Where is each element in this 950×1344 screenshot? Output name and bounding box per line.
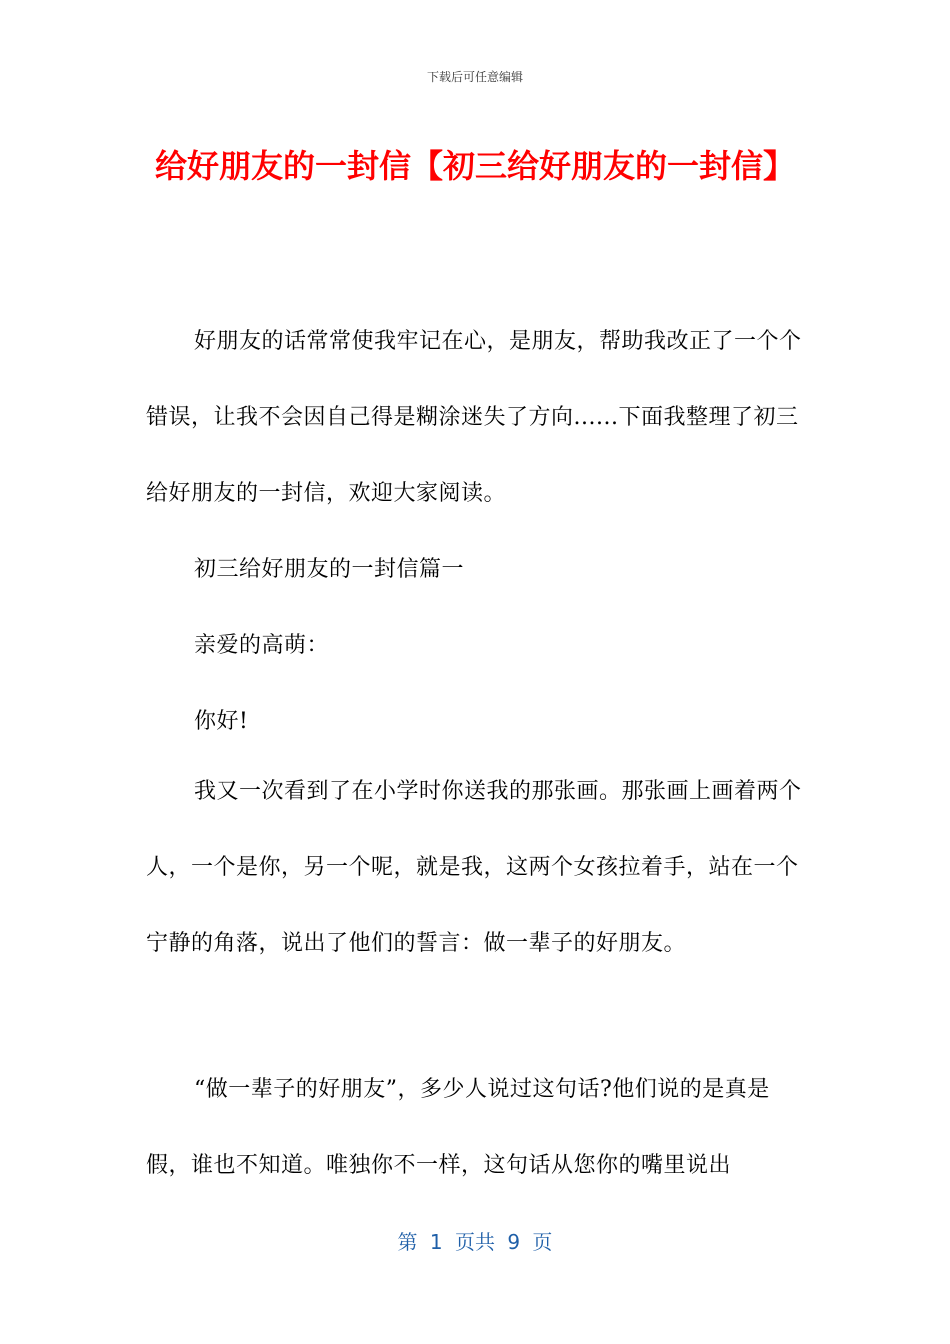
salutation: 亲爱的高萌：: [194, 633, 330, 658]
section-heading: 初三给好朋友的一封信篇一: [194, 557, 465, 582]
document-title: 给好朋友的一封信【初三给好朋友的一封信】: [154, 147, 795, 185]
greeting: 你好!: [194, 709, 249, 734]
paragraph-quote: “做一辈子的好朋友”，多少人说过这句话?他们说的是真是假，谁也不知道。唯独你不一样，这句话从您你的嘴里说出: [146, 1077, 770, 1178]
paragraph-intro: 好朋友的话常常使我牢记在心，是朋友，帮助我改正了一个个错误，让我不会因自己得是糊涂迷失了方向......下面我整理了初三给好朋友的一封信，欢迎大家阅读。: [146, 329, 802, 506]
paragraph-memory: 我又一次看到了在小学时你送我的那张画。那张画上画着两个人，一个是你，另一个呢，就是我，这两个女孩拉着手，站在一个宁静的角落，说出了他们的誓言：做一辈子的好朋友。: [146, 779, 802, 956]
header-note: 下载后可任意编辑: [426, 70, 523, 84]
page-indicator: 第 1 页共 9 页: [397, 1230, 553, 1254]
